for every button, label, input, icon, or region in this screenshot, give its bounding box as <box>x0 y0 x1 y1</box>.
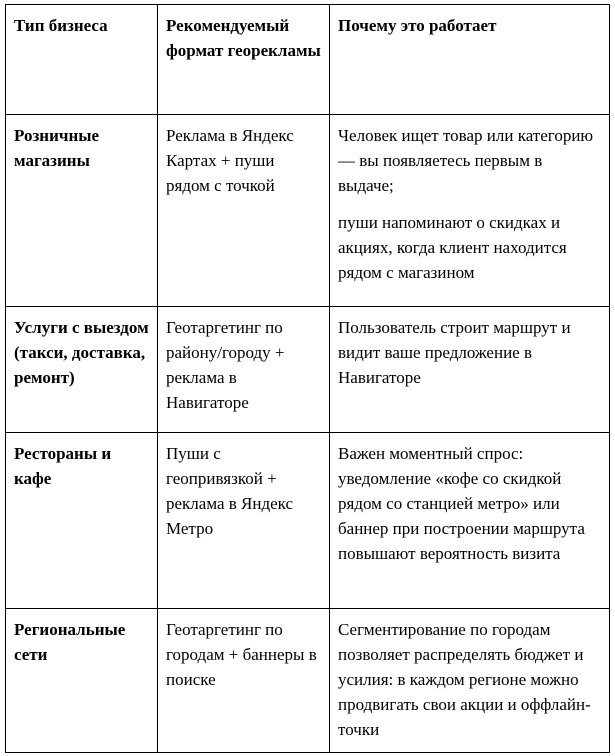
business-type-cell: Розничные магазины <box>6 115 158 307</box>
format-cell: Пуши с геопривязкой + реклама в Яндекс Метро <box>158 433 330 609</box>
why-cell <box>330 115 610 307</box>
format-cell: Реклама в Яндекс Картах + пуши рядом с точкой <box>158 115 330 307</box>
table-row <box>6 609 610 753</box>
header-recommended-format: Рекомендуемый формат георекламы <box>158 5 330 115</box>
table-row <box>6 433 610 609</box>
geo-ads-table <box>5 4 610 753</box>
business-type-cell: Региональные сети <box>6 609 158 753</box>
why-paragraph: Важен моментный спрос: уведомление «кофе со скидкой рядом со станцией метро» или баннер при построении маршрута повышают вероятность визита <box>338 444 585 563</box>
why-paragraph: пуши напоминают о скидках и акциях, когда клиент находится рядом с магазином <box>338 213 567 282</box>
why-paragraph: Пользователь строит маршрут и видит ваше предложение в Навигаторе <box>338 318 571 387</box>
header-business-type: Тип бизнеса <box>6 5 158 115</box>
header-why-it-works: Почему это работает <box>330 5 610 115</box>
business-type-cell: Услуги с выездом (такси, доставка, ремонт) <box>6 307 158 433</box>
why-cell <box>330 433 610 609</box>
why-cell <box>330 609 610 753</box>
table-row <box>6 115 610 307</box>
table-row <box>6 307 610 433</box>
why-cell <box>330 307 610 433</box>
format-cell: Геотаргетинг по району/городу + реклама в Навигаторе <box>158 307 330 433</box>
table-header-row <box>6 5 610 115</box>
business-type-cell: Рестораны и кафе <box>6 433 158 609</box>
why-paragraph: Человек ищет товар или категорию — вы появляетесь первым в выдаче; <box>338 126 594 195</box>
format-cell: Геотаргетинг по городам + баннеры в поиске <box>158 609 330 753</box>
why-paragraph: Сегментирование по городам позволяет распределять бюджет и усилия: в каждом регионе можно продвигать свои акции и оффлайн-точки <box>338 620 591 739</box>
